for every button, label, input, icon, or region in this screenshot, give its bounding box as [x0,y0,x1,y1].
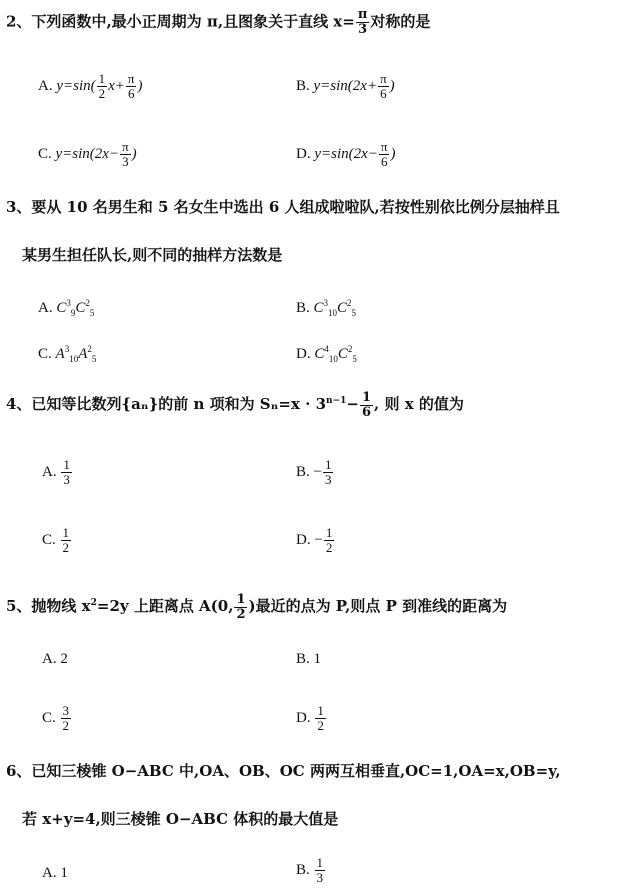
option-label: D. [296,709,311,726]
q2-stem-prefix: 2、下列函数中,最小正周期为 π,且图象关于直线 x= [6,12,355,31]
q4-stem-suffix: , 则 x 的值为 [374,395,464,413]
option-sign: − [313,463,322,480]
option-fraction: $\frac{1}{3}$ [324,457,332,487]
combo-index: $^3_{10}$ [323,298,338,318]
q4-exponent: n−1 [326,396,347,406]
option-label: C. [38,346,52,362]
option-expr: A [55,346,65,362]
combo-index: $^3_{10}$ [64,344,79,364]
q3-option-b [296,292,356,324]
option-value: 1 [313,651,322,667]
q2-option-d [296,140,395,169]
q5-stem-mid: =2y 上距离点 A(0, [96,597,234,615]
option-label: C. [42,531,56,548]
option-expr: C [314,346,325,362]
q4-stem [6,390,464,420]
q5-exponent: 2 [90,598,97,608]
option-label: D. [296,531,311,548]
q4-stem-prefix: 4、已知等比数列{aₙ}的前 n 项和为 Sₙ=x · 3 [6,395,327,413]
option-expr: C [337,346,348,362]
option-fraction: $\frac{3}{2}$ [62,703,70,733]
option-label: B. [296,861,310,878]
option-label: A. [42,651,57,667]
option-label: D. [296,145,311,162]
option-expr: y=sin(2x+ [313,77,378,94]
q4-stem-fraction: $\frac{1}{6}$ [361,389,372,420]
q2-option-c [38,140,137,169]
option-label: B. [296,651,310,667]
option-fraction: $\frac{\pi}{6}$ [127,71,135,101]
q5-stem-prefix: 5、抛物线 x [6,597,91,615]
option-fraction: $\frac{1}{3}$ [63,457,70,487]
option-label: D. [296,346,311,362]
option-expr: ) [131,145,137,162]
q6-stem-line2: 若 x+y=4,则三棱锥 O−ABC 体积的最大值是 [22,810,339,828]
option-expr: C [56,300,67,316]
option-label: B. [296,463,310,480]
option-value: 1 [60,865,68,881]
option-expr: x+ [108,77,125,94]
option-expr: C [313,300,324,316]
q2-option-a [38,72,142,101]
option-expr: y=sin(2x− [55,145,120,162]
q4-option-d [296,526,335,555]
option-label: A. [38,77,53,94]
q4-option-b [296,458,334,487]
q6-option-a [42,862,68,884]
option-fraction: $\frac{1}{3}$ [316,855,324,885]
q5-option-d [296,704,327,733]
option-label: A. [38,300,53,316]
option-fraction: $\frac{\pi}{3}$ [122,139,129,169]
q5-option-c [42,704,72,733]
q6-option-b [296,856,326,885]
option-expr: C [337,300,348,316]
option-label: B. [296,77,310,94]
q3-option-c [38,338,96,370]
option-expr: A [78,346,88,362]
option-expr: ) [389,77,395,94]
q5-option-b [296,648,321,670]
option-value: 2 [60,651,68,667]
q3-option-d [296,338,357,370]
q2-option-b [296,72,395,101]
option-label: B. [296,300,310,316]
option-expr: y=sin(2x− [314,145,378,162]
option-expr: ) [390,145,396,162]
option-sign: − [314,531,323,548]
option-fraction: $\frac{1}{2}$ [325,525,333,555]
q5-stem-fraction: $\frac{1}{2}$ [236,591,246,622]
q3-stem-line2: 某男生担任队长,则不同的抽样方法数是 [22,246,283,264]
option-label: C. [42,709,56,726]
option-label: A. [42,463,57,480]
option-fraction: $\frac{\pi}{6}$ [380,71,387,101]
combo-index: $^2_5$ [87,344,97,364]
q4-option-c [42,526,72,555]
q4-option-a [42,458,73,487]
q2-stem-fraction: $\frac{\pi}{3}$ [357,7,368,37]
option-fraction: $\frac{1}{2}$ [317,703,324,733]
combo-index: $^2_5$ [347,344,357,364]
q5-stem [6,592,507,622]
option-expr: C [75,300,86,316]
option-label: C. [38,145,52,162]
q2-stem [6,8,430,37]
q3-stem-line1: 3、要从 10 名男生和 5 名女生中选出 6 人组成啦啦队,若按性别依比例分层抽样且 [6,198,560,216]
q6-stem-line1: 6、已知三棱锥 O−ABC 中,OA、OB、OC 两两互相垂直,OC=1,OA=x,OB=y, [6,762,561,780]
q4-minus: − [346,395,359,413]
combo-index: $^3_9$ [66,298,76,318]
combo-index: $^2_5$ [347,298,357,318]
option-label: A. [42,865,57,881]
q2-stem-suffix: 对称的是 [370,12,431,31]
combo-index: $^2_5$ [85,298,95,318]
option-fraction: $\frac{1}{2}$ [98,71,106,101]
q3-option-a [38,292,94,324]
option-fraction: $\frac{1}{2}$ [62,525,70,555]
option-expr: ) [137,77,143,94]
option-expr: y=sin( [56,77,96,94]
q5-option-a [42,648,68,670]
combo-index: $^4_{10}$ [324,344,338,364]
option-fraction: $\frac{\pi}{6}$ [380,139,388,169]
q5-stem-suffix: )最近的点为 P,则点 P 到准线的距离为 [248,597,508,615]
